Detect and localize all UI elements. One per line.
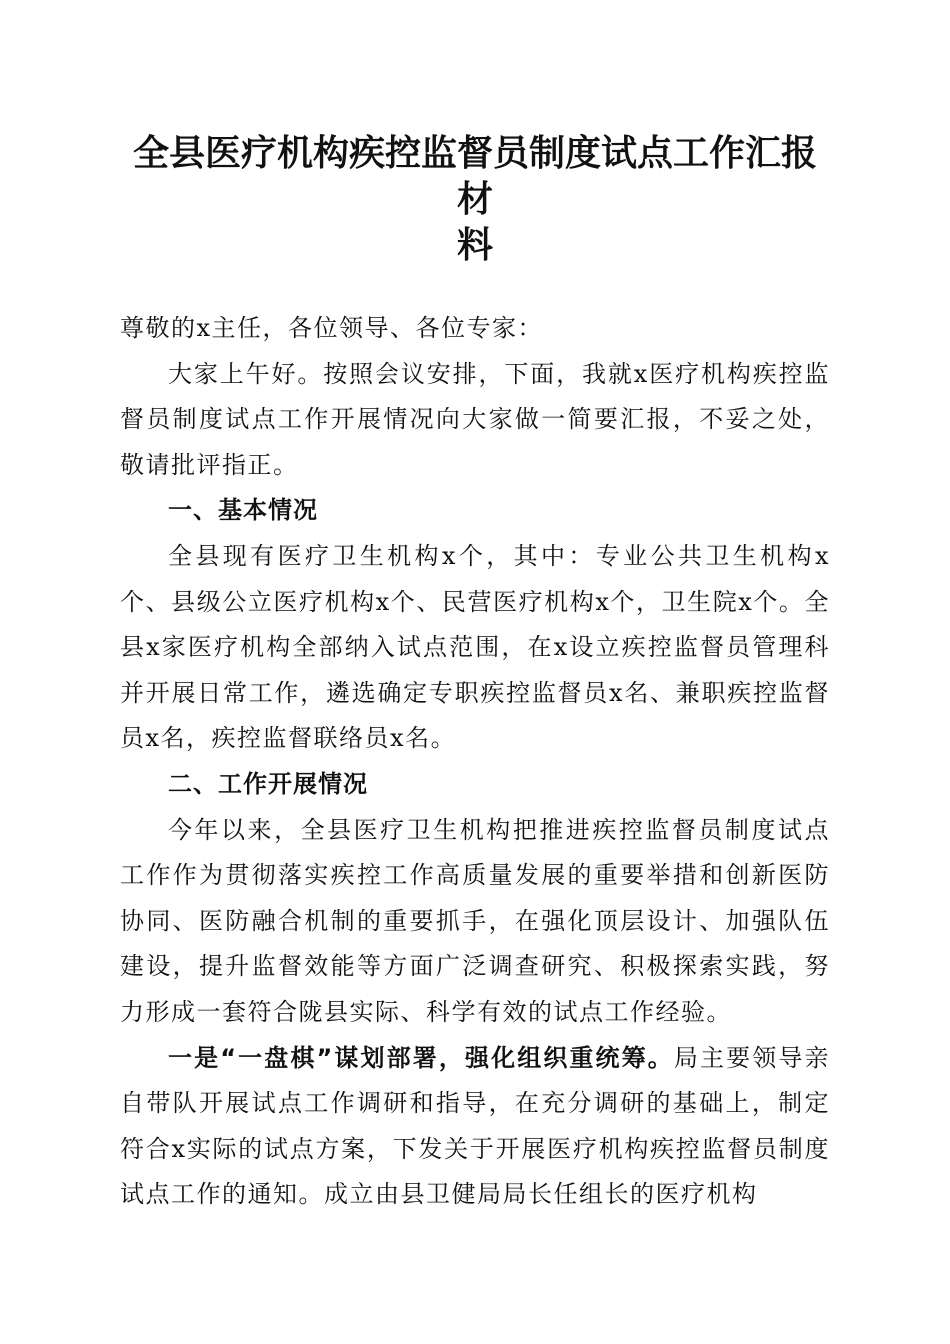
opening-paragraph: 大家上午好。按照会议安排，下面，我就x医疗机构疾控监督员制度试点工作开展情况向大家做一简要汇报，不妥之处，敬请批评指正。 — [120, 359, 830, 479]
section-basic-paragraph: 全县现有医疗卫生机构x个，其中：专业公共卫生机构x个、县级公立医疗机构x个、民营医疗机构x个，卫生院x个。全县x家医疗机构全部纳入试点范围，在x设立疾控监督员管理科并开展日常工作，遴选确定专职疾控监督员x名、兼职疾控监督员x名，疾控监督联络员x名。 — [120, 541, 830, 753]
section-heading-basic: 一、基本情况 — [168, 496, 318, 525]
section-heading-progress: 二、工作开展情况 — [168, 769, 368, 798]
point-one-lead: 一是“一盘棋”谋划部署，强化组织重统筹。 — [168, 1043, 674, 1072]
document-body — [120, 306, 830, 1218]
document-title — [120, 130, 830, 268]
section-progress-paragraph: 今年以来，全县医疗卫生机构把推进疾控监督员制度试点工作作为贯彻落实疾控工作高质量发展的重要举措和创新医防协同、医防融合机制的重要抓手，在强化顶层设计、加强队伍建设，提升监督效能等方面广泛调查研究、积极探索实践，努力形成一套符合陇县实际、科学有效的试点工作经验。 — [120, 815, 830, 1026]
title-line-1: 全县医疗机构疾控监督员制度试点工作汇报材 — [132, 132, 817, 220]
salutation: 尊敬的x主任，各位领导、各位专家： — [120, 314, 544, 342]
point-one-paragraph — [120, 1036, 830, 1218]
title-line-2: 料 — [456, 224, 493, 266]
point-one-body: 局主要领导亲自带队开展试点工作调研和指导，在充分调研的基础上，制定符合x实际的试点方案，下发关于开展医疗机构疾控监督员制度试点工作的通知。成立由县卫健局局长任组长的医疗机构 — [120, 1043, 831, 1209]
